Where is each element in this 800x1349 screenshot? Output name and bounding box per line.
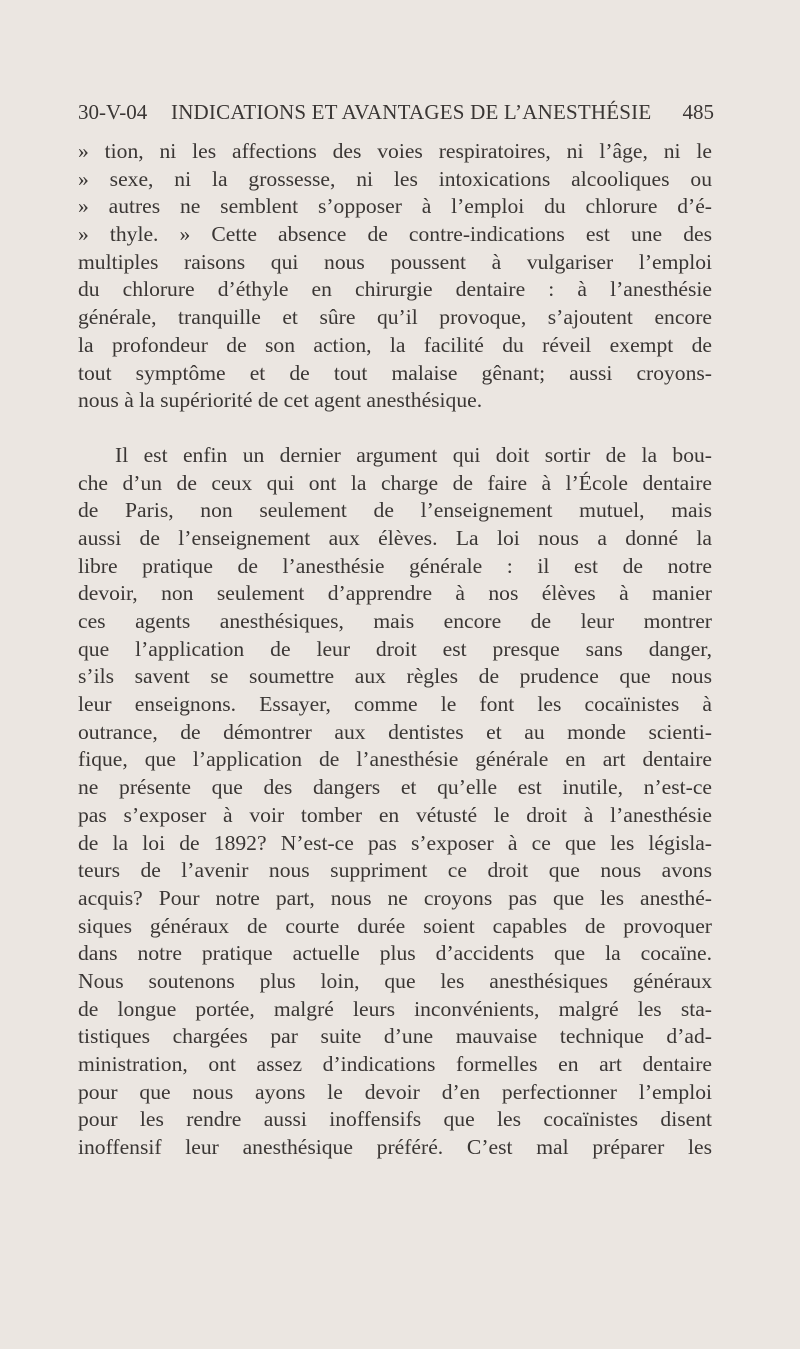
- text-line: pour les rendre aussi inoffensifs que les cocaïnistes disent: [78, 1107, 712, 1132]
- text-line: inoffensif leur anesthésique préféré. C’est mal préparer les: [78, 1135, 712, 1160]
- text-line: de la loi de 1892? N’est-ce pas s’exposer à ce que les législa-: [78, 830, 712, 855]
- text-line: du chlorure d’éthyle en chirurgie dentaire : à l’anesthésie: [78, 277, 712, 302]
- text-line: ministration, ont assez d’indications formelles en art dentaire: [78, 1052, 712, 1076]
- text-line: fique, que l’application de l’anesthésie générale en art dentaire: [78, 747, 712, 772]
- text-line: multiples raisons qui nous poussent à vulgariser l’emploi: [78, 249, 712, 274]
- header-date: 30-V-04: [78, 100, 148, 124]
- body-text: [78, 138, 712, 1162]
- text-line: siques généraux de courte durée soient capables de provoquer: [78, 913, 712, 938]
- text-line: tout symptôme et de tout malaise gênant; aussi croyons-: [78, 360, 712, 385]
- paragraph-2: [78, 442, 712, 1162]
- text-line: la profondeur de son action, la facilité du réveil exempt de: [78, 332, 712, 357]
- text-line: che d’un de ceux qui ont la charge de faire à l’École dentaire: [78, 470, 712, 495]
- text-line: nous à la supériorité de cet agent anesthésique.: [78, 388, 483, 413]
- text-line: devoir, non seulement d’apprendre à nos élèves à manier: [78, 581, 712, 606]
- text-line: dans notre pratique actuelle plus d’accidents que la cocaïne.: [78, 941, 712, 966]
- text-line: Nous soutenons plus loin, que les anesthésiques généraux: [78, 968, 712, 993]
- text-line: » tion, ni les affections des voies respiratoires, ni l’âge, ni le: [78, 139, 712, 163]
- text-line: » autres ne semblent s’opposer à l’emploi du chlorure d’é-: [78, 194, 712, 219]
- text-line: acquis? Pour notre part, nous ne croyons pas que les anesthé-: [78, 885, 712, 910]
- text-line: » sexe, ni la grossesse, ni les intoxications alcooliques ou: [78, 166, 712, 191]
- text-line: » thyle. » Cette absence de contre-indications est une des: [78, 222, 712, 247]
- text-line: Il est enfin un dernier argument qui doit sortir de la bou-: [115, 442, 712, 467]
- page-number: 485: [682, 100, 714, 124]
- text-line: de longue portée, malgré leurs inconvénients, malgré les sta-: [78, 996, 712, 1021]
- paragraph-gap: [78, 415, 712, 442]
- text-line: de Paris, non seulement de l’enseignement mutuel, mais: [78, 498, 712, 523]
- text-line: pas s’exposer à voir tomber en vétusté le droit à l’anesthésie: [78, 802, 712, 827]
- text-line: leur enseignons. Essayer, comme le font les cocaïnistes à: [78, 692, 712, 717]
- text-line: s’ils savent se soumettre aux règles de prudence que nous: [78, 664, 712, 689]
- text-line: pour que nous ayons le devoir d’en perfectionner l’emploi: [78, 1079, 712, 1104]
- text-line: outrance, de démontrer aux dentistes et au monde scienti-: [78, 719, 712, 744]
- text-line: tistiques chargées par suite d’une mauvaise technique d’ad-: [78, 1024, 712, 1049]
- running-header: 30-V-04 INDICATIONS ET AVANTAGES DE L’ANESTHÉSIE 485: [78, 100, 714, 124]
- text-line: teurs de l’avenir nous suppriment ce droit que nous avons: [78, 858, 712, 883]
- paragraph-1: [78, 138, 712, 415]
- text-line: libre pratique de l’anesthésie générale : il est de notre: [78, 553, 712, 578]
- text-line: générale, tranquille et sûre qu’il provoque, s’ajoutent encore: [78, 305, 712, 330]
- text-line: aussi de l’enseignement aux élèves. La loi nous a donné la: [78, 525, 712, 550]
- text-line: que l’application de leur droit est presque sans danger,: [78, 636, 712, 661]
- text-line: ne présente que des dangers et qu’elle est inutile, n’est-ce: [78, 775, 712, 800]
- text-line: ces agents anesthésiques, mais encore de leur montrer: [78, 609, 712, 633]
